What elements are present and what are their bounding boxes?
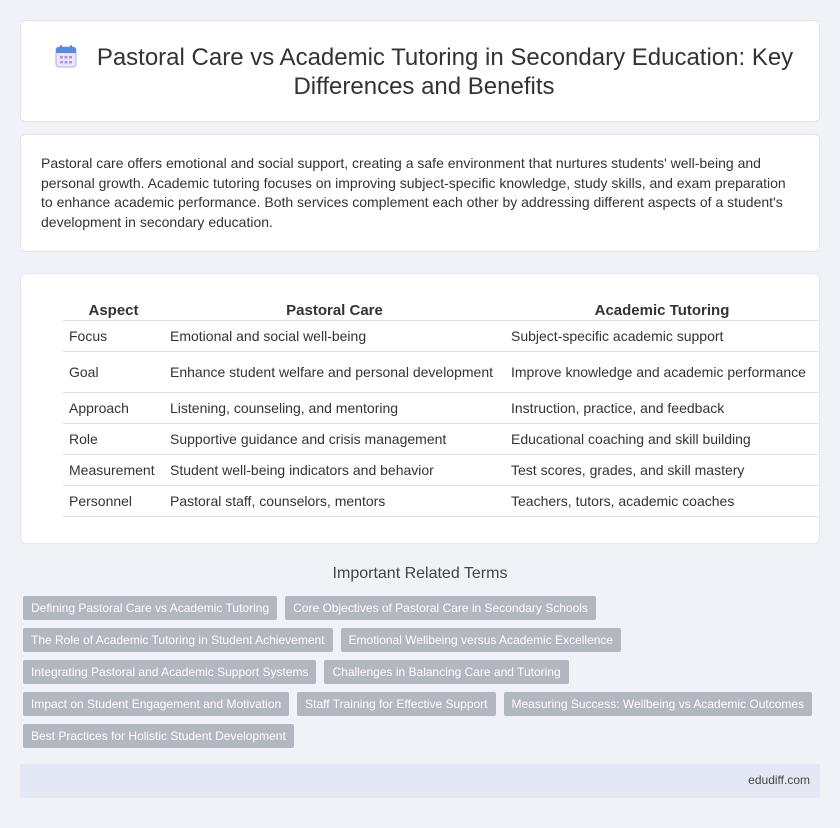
- cell-pastoral: Listening, counseling, and mentoring: [164, 392, 505, 423]
- cell-aspect: Approach: [63, 392, 164, 423]
- cell-academic: Instruction, practice, and feedback: [505, 392, 819, 423]
- related-term-tag[interactable]: Emotional Wellbeing versus Academic Excellence: [341, 628, 622, 652]
- footer-site-link[interactable]: edudiff.com: [748, 773, 810, 787]
- cell-academic: Subject-specific academic support: [505, 320, 819, 351]
- comparison-table: [63, 298, 819, 517]
- cell-pastoral: Pastoral staff, counselors, mentors: [164, 485, 505, 516]
- footer: [20, 764, 820, 798]
- page-title: Pastoral Care vs Academic Tutoring in Secondary Education: Key Differences and Benefits: [96, 44, 794, 100]
- cell-pastoral: Supportive guidance and crisis management: [164, 423, 505, 454]
- related-term-tag[interactable]: Core Objectives of Pastoral Care in Secondary Schools: [285, 596, 596, 620]
- cell-pastoral: Emotional and social well-being: [164, 320, 505, 351]
- header-academic-tutoring: Academic Tutoring: [505, 298, 819, 320]
- cell-aspect: Personnel: [63, 485, 164, 516]
- cell-aspect: Role: [63, 423, 164, 454]
- related-term-tag[interactable]: Measuring Success: Wellbeing vs Academic Outcomes: [504, 692, 813, 716]
- related-term-tag[interactable]: Impact on Student Engagement and Motivation: [23, 692, 289, 716]
- cell-aspect: Focus: [63, 320, 164, 351]
- intro-paragraph: Pastoral care offers emotional and social support, creating a safe environment that nurtures students' well-being and personal growth. Academic tutoring focuses on improving subject-specific knowledge, study skills, and exam preparation to enhance academic performance. Both services complement each other by addressing different aspects of a student's development in secondary education.: [41, 155, 786, 230]
- cell-academic: Educational coaching and skill building: [505, 423, 819, 454]
- table-row: [63, 423, 819, 454]
- header-pastoral-care: Pastoral Care: [164, 298, 505, 320]
- table-header-row: [63, 298, 819, 320]
- table-row: [63, 485, 819, 516]
- related-terms-title: Important Related Terms: [332, 565, 508, 582]
- header-aspect: Aspect: [63, 298, 164, 320]
- table-row: [63, 351, 819, 392]
- intro-card: [20, 134, 820, 252]
- table-row: [63, 454, 819, 485]
- cell-aspect: Goal: [63, 351, 164, 392]
- cell-academic: Teachers, tutors, academic coaches: [505, 485, 819, 516]
- table-row: [63, 392, 819, 423]
- comparison-table-card: [20, 273, 820, 544]
- cell-pastoral: Student well-being indicators and behavior: [164, 454, 505, 485]
- related-term-tag[interactable]: Defining Pastoral Care vs Academic Tutoring: [23, 596, 277, 620]
- calendar-icon: [55, 45, 77, 68]
- related-term-tag[interactable]: Staff Training for Effective Support: [297, 692, 495, 716]
- table-row: [63, 320, 819, 351]
- related-term-tag[interactable]: The Role of Academic Tutoring in Student Achievement: [23, 628, 333, 652]
- cell-academic: Test scores, grades, and skill mastery: [505, 454, 819, 485]
- page-title-wrap: [49, 43, 799, 101]
- cell-academic: Improve knowledge and academic performance: [505, 351, 819, 392]
- related-term-tag[interactable]: Integrating Pastoral and Academic Support Systems: [23, 660, 316, 684]
- related-terms-list: [23, 596, 823, 756]
- related-term-tag[interactable]: Best Practices for Holistic Student Development: [23, 724, 294, 748]
- related-term-tag[interactable]: Challenges in Balancing Care and Tutoring: [324, 660, 568, 684]
- cell-pastoral: Enhance student welfare and personal development: [164, 351, 505, 392]
- cell-aspect: Measurement: [63, 454, 164, 485]
- title-card: [20, 20, 820, 122]
